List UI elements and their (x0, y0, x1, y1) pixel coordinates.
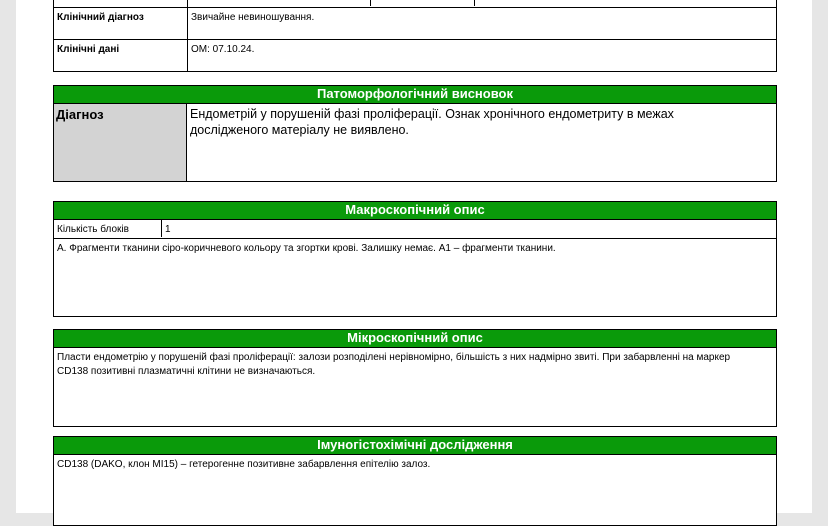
ihc-header: Імуногістохімічні дослідження (54, 437, 776, 455)
blocks-count-value: 1 (165, 224, 171, 235)
macro-section (53, 201, 777, 317)
micro-text: Пласти ендометрію у порушеній фазі проліферації: залози розподілені нерівномірно, більшість з них надмірно звиті. При забарвленні на маркер CD138 позитивні плазматичні клітини не визначаються. (57, 352, 731, 377)
clinical-info-table (53, 0, 777, 72)
conclusion-header: Патоморфологічний висновок (54, 86, 776, 104)
macro-text: А. Фрагменти тканини сіро-коричневого кольору та згортки крові. Залишку немає. А1 – фрагменти тканини. (57, 243, 556, 254)
macro-header: Макроскопічний опис (54, 202, 776, 220)
clinical-diagnosis-label: Клінічний діагноз (57, 12, 144, 23)
clinical-data-label: Клінічні дані (57, 44, 120, 55)
clinical-data-value: ОМ: 07.10.24. (191, 44, 255, 55)
diagnosis-text: Ендометрій у порушеній фазі проліферації. Ознак хронічного ендометриту в межах дослідженого матеріалу не виявлено. (190, 107, 674, 137)
diagnosis-label-cell (54, 104, 187, 181)
diagnosis-label: Діагноз (56, 107, 104, 122)
micro-header: Мікроскопічний опис (54, 330, 776, 348)
conclusion-section (53, 85, 777, 182)
clinical-diagnosis-value: Звичайне невиношування. (191, 12, 315, 23)
ihc-text: CD138 (DAKO, клон MI15) – гетерогенне позитивне забарвлення епітелію залоз. (57, 459, 431, 470)
micro-section (53, 329, 777, 427)
blocks-count-label: Кількість блоків (57, 224, 129, 235)
